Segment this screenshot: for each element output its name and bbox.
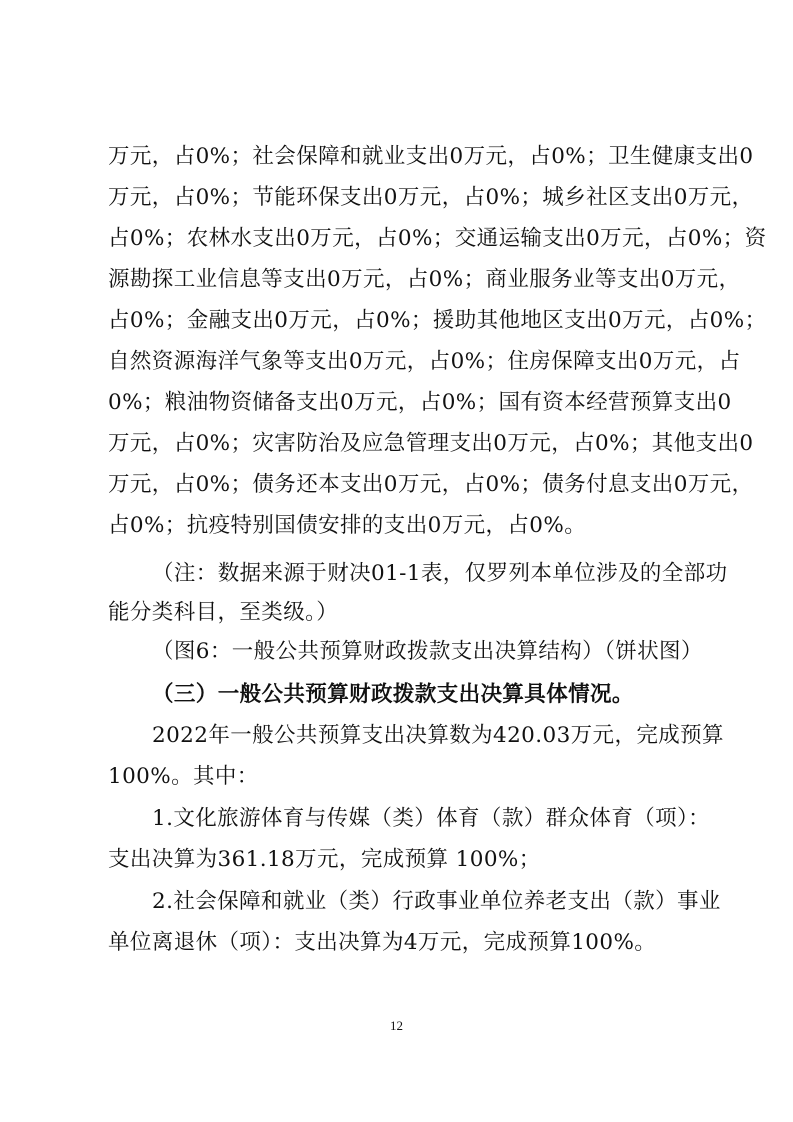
body-text-line: 100%。其中： <box>108 764 259 789</box>
body-text-line: 0%；粮油物资储备支出0万元，占0%；国有资本经营预算支出0 <box>108 390 732 415</box>
body-text-line: 万元，占0%；债务还本支出0万元，占0%；债务付息支出0万元， <box>108 472 754 497</box>
figure-caption: （图6：一般公共预算财政拨款支出决算结构）（饼状图） <box>152 639 703 664</box>
note-text-line: 能分类科目，至类级。） <box>108 600 339 625</box>
section-heading: （三）一般公共预算财政拨款支出决算具体情况。 <box>152 682 634 707</box>
page-number: 12 <box>390 1018 403 1033</box>
list-item-text: 1.文化旅游体育与传媒（类）体育（款）群众体育（项）： <box>152 806 711 831</box>
body-text-line: 万元，占0%；灾害防治及应急管理支出0万元，占0%；其他支出0 <box>108 431 754 456</box>
list-item-text: 支出决算为361.18万元，完成预算 100%； <box>108 847 541 872</box>
list-item-text: 2.社会保障和就业（类）行政事业单位养老支出（款）事业 <box>152 889 721 914</box>
body-text-line: 万元，占0%；社会保障和就业支出0万元，占0%；卫生健康支出0 <box>108 144 754 169</box>
body-text-line: 自然资源海洋气象等支出0万元，占0%；住房保障支出0万元，占 <box>108 349 741 374</box>
list-item-text: 单位离退休（项）：支出决算为4万元，完成预算100%。 <box>108 930 657 955</box>
body-text-line: 2022年一般公共预算支出决算数为420.03万元，完成预算 <box>152 723 724 748</box>
body-text-line: 源勘探工业信息等支出0万元，占0%；商业服务业等支出0万元， <box>108 267 741 292</box>
body-text-line: 占0%；农林水支出0万元，占0%；交通运输支出0万元，占0%；资 <box>108 226 767 251</box>
note-text-line: （注：数据来源于财决01-1表，仅罗列本单位涉及的全部功 <box>152 561 728 586</box>
body-text-line: 万元，占0%；节能环保支出0万元，占0%；城乡社区支出0万元， <box>108 185 754 210</box>
body-text-line: 占0%；抗疫特别国债安排的支出0万元，占0%。 <box>108 513 587 538</box>
body-text-line: 占0%；金融支出0万元，占0%；援助其他地区支出0万元，占0%； <box>108 308 767 333</box>
